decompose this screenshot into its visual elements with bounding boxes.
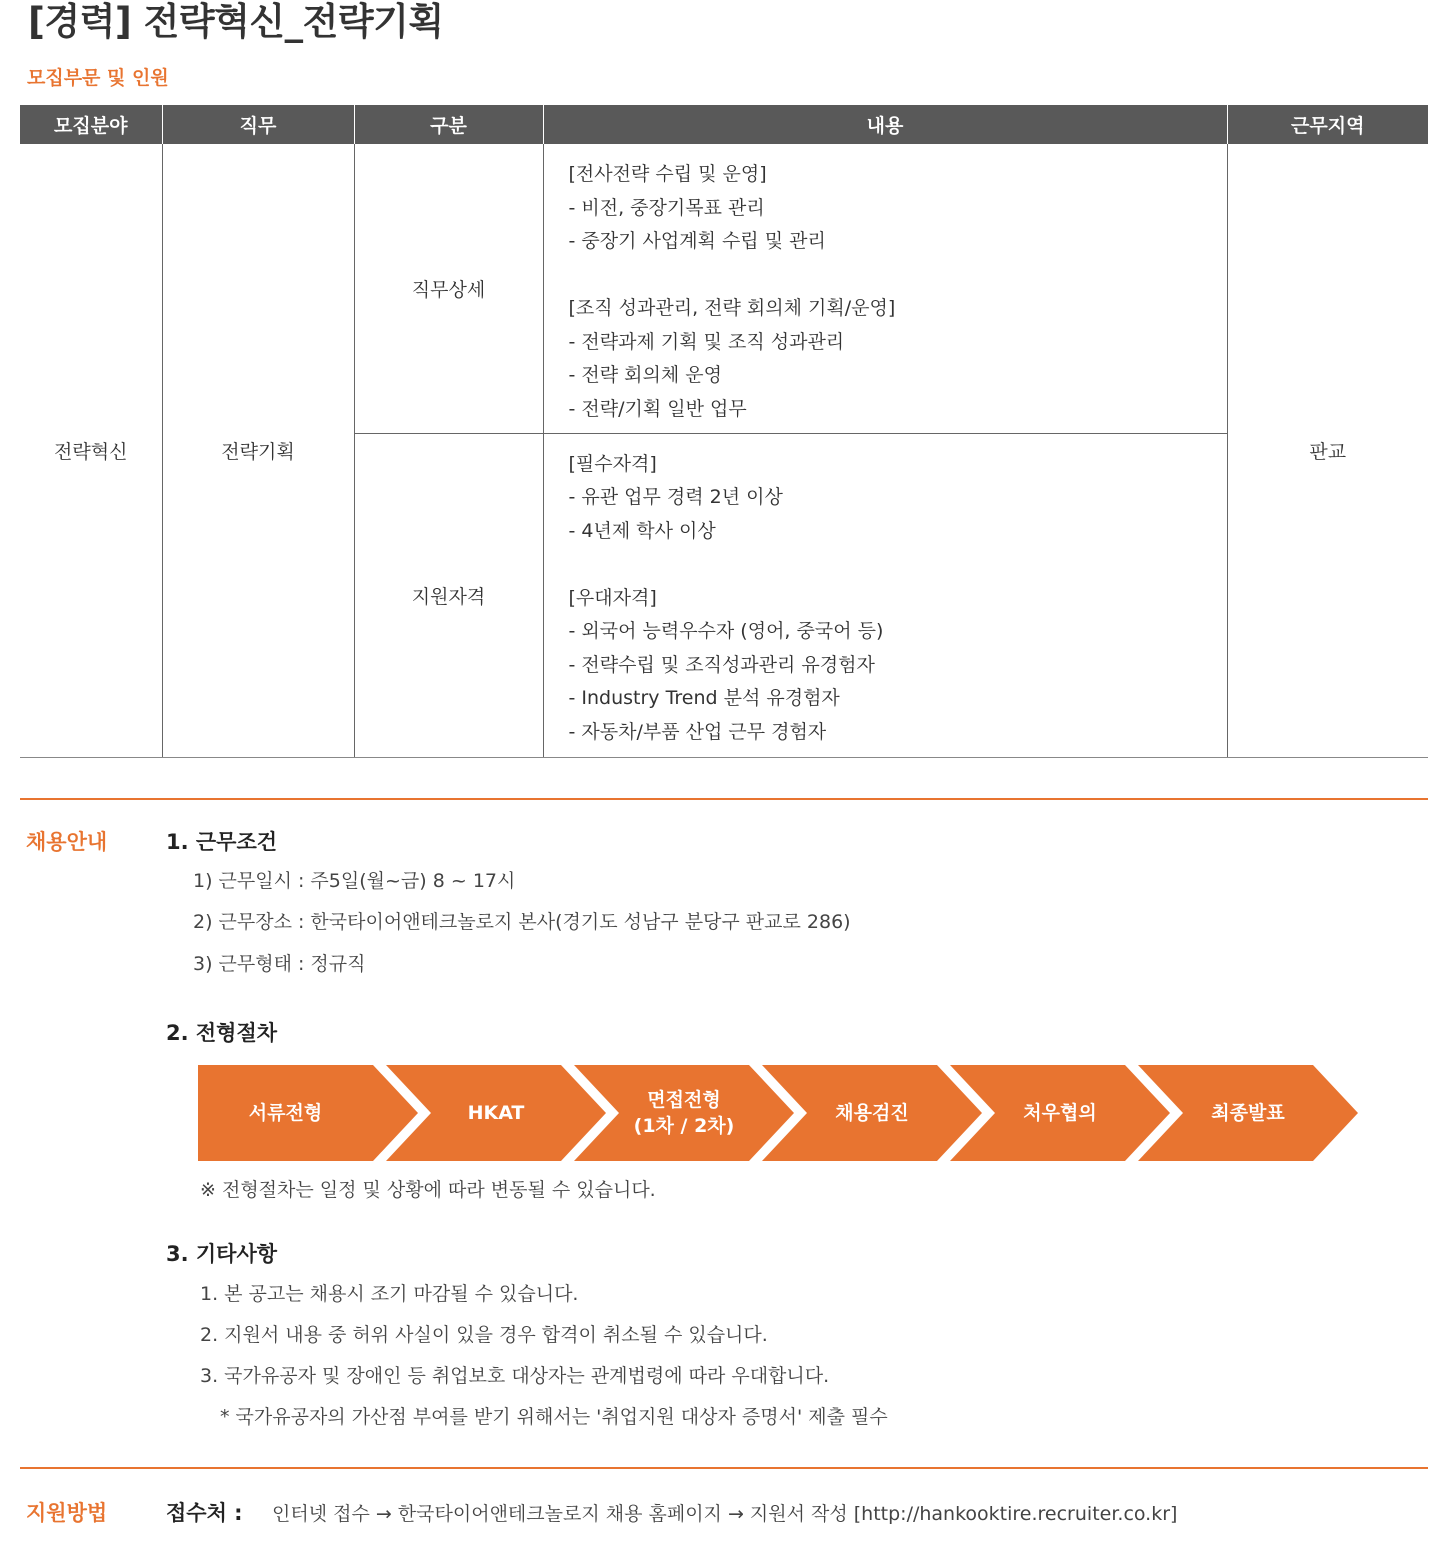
process-step [762, 1065, 982, 1161]
work-item: 2) 근무장소 : 한국타이어앤테크놀로지 본사(경기도 성남구 분당구 판교로 286) [193, 911, 851, 933]
process-step-label: 처우협의 [1023, 1102, 1097, 1124]
cell-job: 전략기획 [162, 144, 354, 757]
etc-sub-note: * 국가유공자의 가산점 부여를 받기 위해서는 '취업지원 대상자 증명서' 제출 필수 [220, 1406, 888, 1428]
content-line: [전사전략 수립 및 운영] [568, 163, 767, 185]
process-flow [198, 1065, 1358, 1161]
apply-label: 지원방법 [26, 1501, 108, 1525]
work-item: 1) 근무일시 : 주5일(월~금) 8 ~ 17시 [193, 870, 516, 892]
process-note: ※ 전형절차는 일정 및 상황에 따라 변동될 수 있습니다. [200, 1179, 656, 1201]
process-step [950, 1065, 1170, 1161]
cell-content-qualification [543, 433, 1227, 757]
content-line: - 자동차/부품 산업 근무 경험자 [568, 720, 827, 743]
cell-location: 판교 [1227, 144, 1428, 757]
etc-item: 1. 본 공고는 채용시 조기 마감될 수 있습니다. [200, 1283, 579, 1305]
receipt-text: 인터넷 접수 → 한국타이어앤테크놀로지 채용 홈페이지 → 지원서 작성 [http://hankooktire.recruiter.co.kr] [272, 1503, 1178, 1525]
content-line: - 전략수립 및 조직성과관리 유경험자 [568, 653, 875, 676]
process-step [1138, 1065, 1358, 1161]
content-line: [필수자격] [568, 452, 657, 475]
etc-heading: 3. 기타사항 [166, 1242, 278, 1266]
content-gap [569, 259, 1227, 293]
content-line: [우대자격] [568, 586, 657, 609]
process-step [198, 1065, 418, 1161]
header-field: 모집분야 [20, 105, 162, 144]
cell-content-duty [543, 144, 1227, 433]
cell-category-duty: 직무상세 [354, 144, 543, 433]
content-line: - 유관 업무 경력 2년 이상 [568, 486, 783, 508]
header-content: 내용 [543, 105, 1227, 144]
receipt-label: 접수처 : [166, 1501, 243, 1525]
content-line: - 중장기 사업계획 수립 및 관리 [568, 230, 826, 252]
work-heading: 1. 근무조건 [166, 830, 278, 854]
cell-category-qualification: 지원자격 [354, 433, 543, 757]
content-line: - 전략과제 기획 및 조직 성과관리 [568, 330, 845, 353]
page-title: [경력] 전략혁신_전략기획 [28, 0, 444, 43]
header-job: 직무 [162, 105, 354, 144]
etc-item: 3. 국가유공자 및 장애인 등 취업보호 대상자는 관계법령에 따라 우대합니다. [200, 1365, 830, 1387]
content-line: - 외국어 능력우수자 (영어, 중국어 등) [568, 620, 884, 642]
process-step-label: 면접전형 (1차 / 2차) [633, 1089, 735, 1137]
table-row [20, 144, 1428, 433]
content-line: - Industry Trend 분석 유경험자 [568, 687, 840, 709]
content-line: - 비전, 중장기목표 관리 [568, 196, 765, 219]
guide-label: 채용안내 [26, 830, 108, 854]
content-gap [569, 548, 1227, 582]
content-line: - 전략/기획 일반 업무 [568, 397, 747, 420]
process-step-label: HKAT [467, 1102, 525, 1124]
content-line: - 4년제 학사 이상 [568, 519, 716, 542]
recruit-table [20, 105, 1428, 758]
content-line: - 전략 회의체 운영 [568, 364, 722, 386]
etc-item: 2. 지원서 내용 중 허위 사실이 있을 경우 합격이 취소될 수 있습니다. [200, 1324, 768, 1346]
work-item: 3) 근무형태 : 정규직 [193, 953, 366, 975]
section-subtitle: 모집부문 및 인원 [27, 67, 169, 89]
header-location: 근무지역 [1227, 105, 1428, 144]
process-step-label: 채용검진 [835, 1102, 909, 1124]
cell-field: 전략혁신 [20, 144, 162, 757]
content-line: [조직 성과관리, 전략 회의체 기획/운영] [568, 297, 896, 319]
divider [20, 798, 1428, 800]
header-category: 구분 [354, 105, 543, 144]
process-step-label: 최종발표 [1211, 1102, 1285, 1124]
process-step-label: 서류전형 [248, 1102, 323, 1124]
process-heading: 2. 전형절차 [166, 1021, 278, 1045]
table-header-row [20, 105, 1428, 144]
process-step [386, 1065, 606, 1161]
process-step [574, 1065, 794, 1161]
divider [20, 1467, 1428, 1469]
